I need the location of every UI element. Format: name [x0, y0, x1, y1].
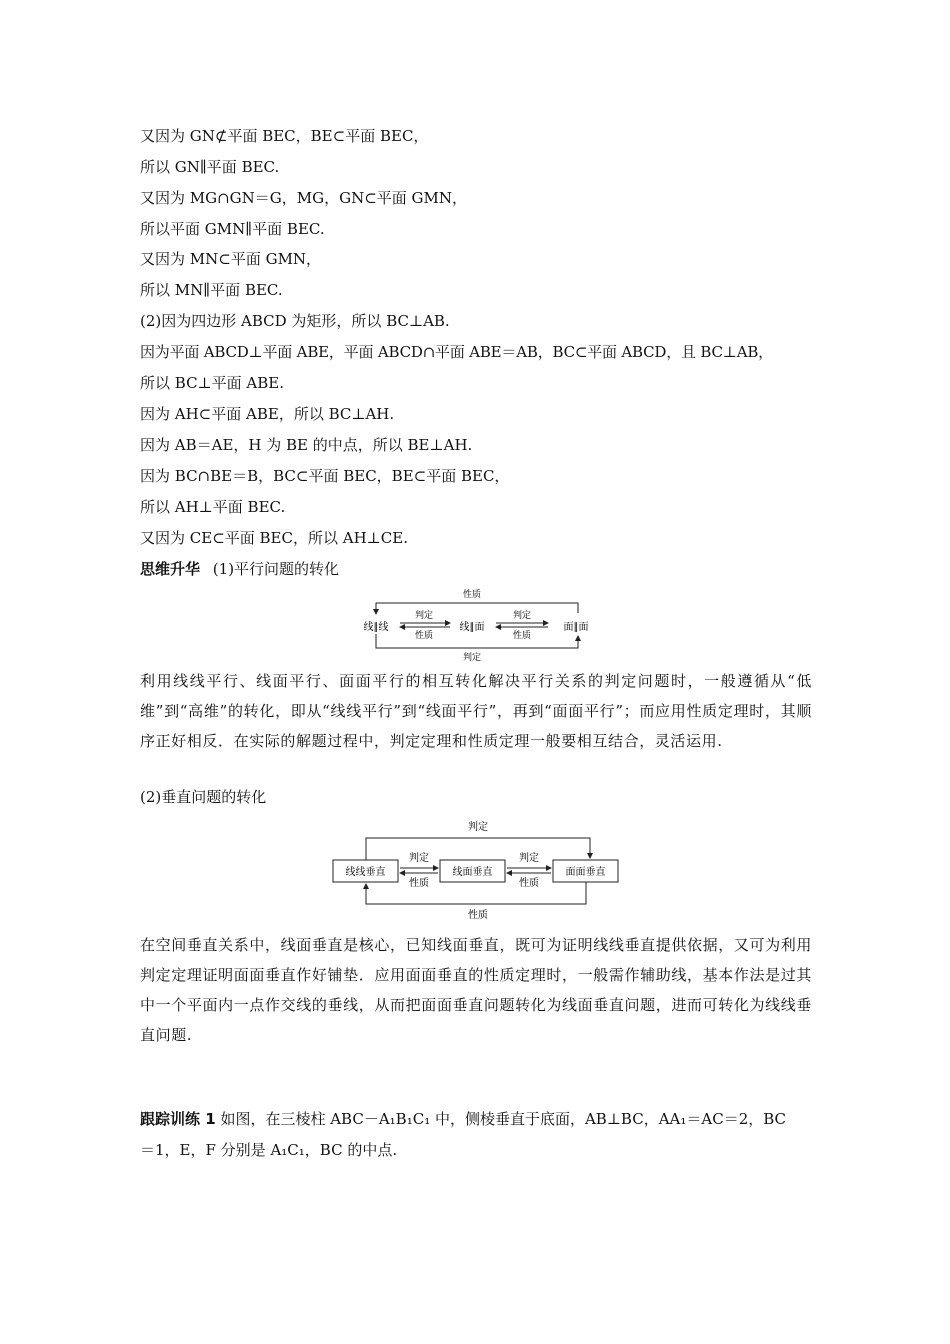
exercise-line1: [140, 1109, 786, 1129]
part1-paragraph: 利用线线平行、线面平行、面面平行的相互转化解决平行关系的判定问题时，一般遵循从“低维”到“高维”的转化，即从“线线平行”到“线面平行”，再到“面面平行”；而应用性质定理时，其顺序正好相反．在实际的解题过程中，判定定理和性质定理一般要相互结合，灵活运用.: [140, 672, 812, 750]
perpendicular-diagram: [328, 816, 628, 924]
proof-line: 所以 GN∥平面 BEC.: [140, 158, 280, 176]
siwei-label: 思维升华: [140, 560, 201, 578]
d1-top-arrow: [376, 603, 578, 614]
proof-line: 又因为 MN⊂平面 GMN，: [140, 250, 322, 268]
d1-arrow2-bottom: 性质: [512, 631, 532, 641]
proof-line: 因为 BC∩BE＝B，BC⊂平面 BEC，BE⊂平面 BEC，: [140, 467, 510, 485]
proof-line: 因为 AB＝AE，H 为 BE 的中点，所以 BE⊥AH.: [140, 436, 473, 454]
d1-arrow2-top: 判定: [512, 611, 532, 621]
proof-line: (2)因为四边形 ABCD 为矩形，所以 BC⊥AB.: [140, 312, 450, 330]
d1-node1: 线∥线: [363, 622, 389, 633]
d2-arrow1-top: 判定: [409, 853, 429, 864]
proof-line: 又因为 MG∩GN＝G，MG，GN⊂平面 GMN，: [140, 189, 468, 207]
exercise-label: 跟踪训练 1: [140, 1110, 216, 1128]
d2-arrow2-top: 判定: [519, 853, 539, 864]
d1-arrow1-top: 判定: [414, 611, 434, 621]
proof-line: 所以平面 GMN∥平面 BEC.: [140, 220, 325, 238]
proof-line: 所以 MN∥平面 BEC.: [140, 281, 283, 299]
siwei-heading: [140, 559, 339, 579]
proof-line: 又因为 GN⊄平面 BEC，BE⊂平面 BEC，: [140, 127, 429, 145]
d2-box3-label: 面面垂直: [565, 867, 606, 878]
d1-node3: 面∥面: [563, 622, 589, 633]
proof-line: 所以 BC⊥平面 ABE.: [140, 374, 284, 392]
proof-line: 因为平面 ABCD⊥平面 ABE，平面 ABCD∩平面 ABE＝AB，BC⊂平面 ABCD，且 BC⊥AB，: [140, 343, 773, 361]
d2-top-label: 判定: [468, 822, 488, 833]
d2-box1-label: 线线垂直: [345, 867, 386, 878]
d2-top-arrow: [366, 838, 590, 860]
d1-arrow1-bottom: 性质: [414, 631, 434, 641]
proof-line: 因为 AH⊂平面 ABE，所以 BC⊥AH.: [140, 405, 395, 423]
proof-line: 所以 AH⊥平面 BEC.: [140, 498, 286, 516]
d2-arrow1-bottom: 性质: [409, 878, 429, 889]
d1-top-label: 性质: [462, 590, 482, 600]
d1-node2: 线∥面: [459, 622, 485, 633]
exercise-line2: ＝1，E，F 分别是 A₁C₁，BC 的中点.: [140, 1141, 398, 1159]
d2-bottom-label: 性质: [468, 910, 488, 921]
part2-paragraph: 在空间垂直关系中，线面垂直是核心，已知线面垂直，既可为证明线线垂直提供依据，又可为利用判定定理证明面面垂直作好铺垫．应用面面垂直的性质定理时，一般需作辅助线，基本作法是过其中一个平面内一点作交线的垂线，从而把面面垂直问题转化为线面垂直问题，进而可转化为线线垂直问题.: [140, 936, 812, 1044]
d2-arrow2-bottom: 性质: [519, 878, 539, 889]
exercise-text: 如图，在三棱柱 ABC－A₁B₁C₁ 中，侧棱垂直于底面，AB⊥BC，AA₁＝AC＝2，BC: [220, 1110, 787, 1128]
proof-line: 又因为 CE⊂平面 BEC，所以 AH⊥CE.: [140, 529, 408, 547]
part2-title: (2)垂直问题的转化: [140, 788, 267, 806]
d2-box2-label: 线面垂直: [452, 867, 493, 878]
d1-bottom-label: 判定: [462, 653, 482, 663]
parallel-diagram: [350, 586, 610, 664]
d2-bottom-arrow: [366, 882, 586, 904]
d1-bottom-arrow: [376, 634, 578, 648]
part1-title: (1)平行问题的转化: [212, 560, 340, 578]
